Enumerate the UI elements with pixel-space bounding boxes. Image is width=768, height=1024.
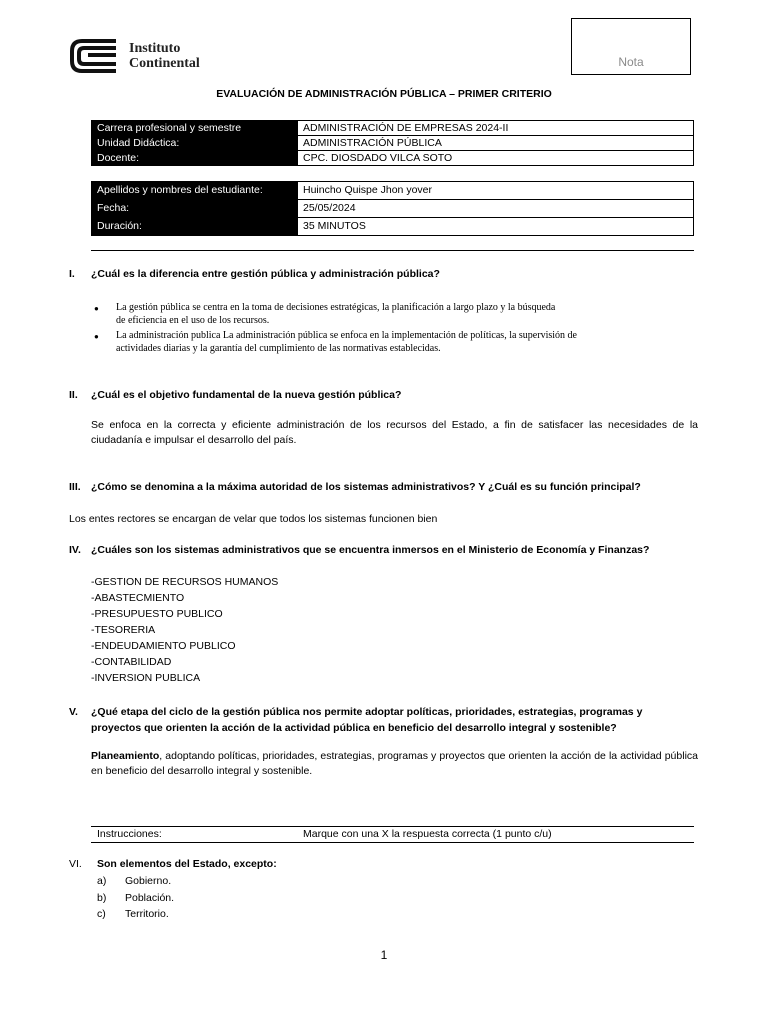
question-4 xyxy=(69,544,701,556)
table-row xyxy=(92,218,694,236)
option-c[interactable] xyxy=(97,906,497,923)
info-value: CPC. DIOSDADO VILCA SOTO xyxy=(298,151,694,166)
question-5 xyxy=(69,704,701,736)
question-1 xyxy=(69,268,701,280)
question-number: III. xyxy=(69,481,81,493)
question-text: ¿Cuál es la diferencia entre gestión pública y administración pública? xyxy=(91,268,440,280)
info-value: 35 MINUTOS xyxy=(298,218,694,236)
info-label: Unidad Didáctica: xyxy=(92,136,298,151)
question-number: IV. xyxy=(69,544,81,556)
logo-mark-icon xyxy=(68,37,120,75)
option-letter: a) xyxy=(97,875,107,887)
table-row xyxy=(92,151,694,166)
question-6-options xyxy=(97,873,497,923)
question-text: ¿Cuáles son los sistemas administrativos que se encuentra inmersos en el Ministerio de Economía y Finanzas? xyxy=(91,544,650,556)
info-label: Duración: xyxy=(92,218,298,236)
list-item: -GESTION DE RECURSOS HUMANOS xyxy=(91,576,279,588)
list-item: -PRESUPUESTO PUBLICO xyxy=(91,608,223,620)
list-item: -ENDEUDAMIENTO PUBLICO xyxy=(91,640,236,652)
logo-line-2: Continental xyxy=(129,56,200,71)
answer-keyword: Planeamiento xyxy=(91,750,160,762)
info-label: Docente: xyxy=(92,151,298,166)
question-number: V. xyxy=(69,706,78,718)
bullet-text: La administración publica La administración pública se enfoca en la implementación de políticas, la supervisión de xyxy=(116,330,577,341)
instructions-bar xyxy=(91,826,694,843)
list-item: -INVERSION PUBLICA xyxy=(91,672,201,684)
instructions-label: Instrucciones: xyxy=(97,828,162,840)
page-number: 1 xyxy=(380,948,388,962)
question-6 xyxy=(69,858,697,870)
list-item: -CONTABILIDAD xyxy=(91,656,172,668)
answer-2: Se enfoca en la correcta y eficiente administración de los recursos del Estado, a fin de satisfacer las necesidades de la ciudadanía e impulsar el desarrollo del país. xyxy=(91,419,698,446)
list-item xyxy=(94,329,716,355)
info-value: 25/05/2024 xyxy=(298,200,694,218)
answer-5 xyxy=(91,749,698,779)
option-a[interactable] xyxy=(97,873,497,890)
question-3 xyxy=(69,481,701,493)
answer-text: , adoptando políticas, prioridades, estrategias, programas y proyectos que orienten la acción de la actividad pública en beneficio del desarrollo integral y sostenible. xyxy=(91,750,698,777)
option-text: Territorio. xyxy=(125,908,169,920)
question-text: ¿Qué etapa del ciclo de la gestión pública nos permite adoptar políticas, prioridades, estrategias, programas y xyxy=(91,706,643,718)
option-b[interactable] xyxy=(97,890,497,907)
answer-1 xyxy=(94,301,716,355)
info-value: Huincho Quispe Jhon yover xyxy=(298,182,694,200)
option-letter: b) xyxy=(97,891,107,904)
option-text: Gobierno. xyxy=(125,875,172,887)
question-2 xyxy=(69,389,701,401)
question-text: ¿Cómo se denomina a la máxima autoridad de los sistemas administrativos? Y ¿Cuál es su función principal? xyxy=(91,481,641,493)
bullet-text: de eficiencia en el uso de los recursos. xyxy=(116,315,270,326)
instructions-text: Marque con una X la respuesta correcta (1 punto c/u) xyxy=(303,828,552,840)
bullet-icon: ● xyxy=(94,332,99,341)
info-label: Fecha: xyxy=(92,200,298,218)
info-value: ADMINISTRACIÓN DE EMPRESAS 2024-II xyxy=(298,121,694,136)
divider xyxy=(91,250,694,251)
student-info-table xyxy=(91,181,694,236)
page-title: EVALUACIÓN DE ADMINISTRACIÓN PÚBLICA – PRIMER CRITERIO xyxy=(216,88,552,100)
bullet-text: La gestión pública se centra en la toma de decisiones estratégicas, la planificación a largo plazo y la búsqueda xyxy=(116,302,556,313)
table-row xyxy=(92,136,694,151)
question-text: ¿Cuál es el objetivo fundamental de la nueva gestión pública? xyxy=(91,389,402,401)
institution-logo xyxy=(68,37,218,77)
info-label: Apellidos y nombres del estudiante: xyxy=(92,182,298,200)
course-info-table xyxy=(91,120,694,166)
table-row xyxy=(92,200,694,218)
grade-box xyxy=(571,18,691,75)
question-number: I. xyxy=(69,268,75,280)
list-item: -ABASTECMIENTO xyxy=(91,592,185,604)
question-number: VI. xyxy=(69,858,82,870)
answer-4-list xyxy=(91,574,491,686)
table-row xyxy=(92,121,694,136)
grade-label: Nota xyxy=(618,55,644,69)
bullet-icon: ● xyxy=(94,304,99,313)
option-text: Población. xyxy=(125,891,175,904)
question-number: II. xyxy=(69,389,78,401)
table-row xyxy=(92,182,694,200)
logo-line-1: Instituto xyxy=(129,41,181,56)
question-text: proyectos que orienten la acción de la actividad pública en beneficio del desarrollo integral y sostenible? xyxy=(91,722,617,734)
bullet-text: actividades diarias y la garantía del cumplimiento de las normativas establecidas. xyxy=(116,343,441,354)
info-label: Carrera profesional y semestre xyxy=(92,121,298,136)
list-item xyxy=(94,301,716,327)
question-text: Son elementos del Estado, excepto: xyxy=(97,858,277,870)
info-value: ADMINISTRACIÓN PÚBLICA xyxy=(298,136,694,151)
list-item: -TESORERIA xyxy=(91,624,156,636)
answer-3: Los entes rectores se encargan de velar que todos los sistemas funcionen bien xyxy=(69,513,438,525)
option-letter: c) xyxy=(97,908,106,920)
